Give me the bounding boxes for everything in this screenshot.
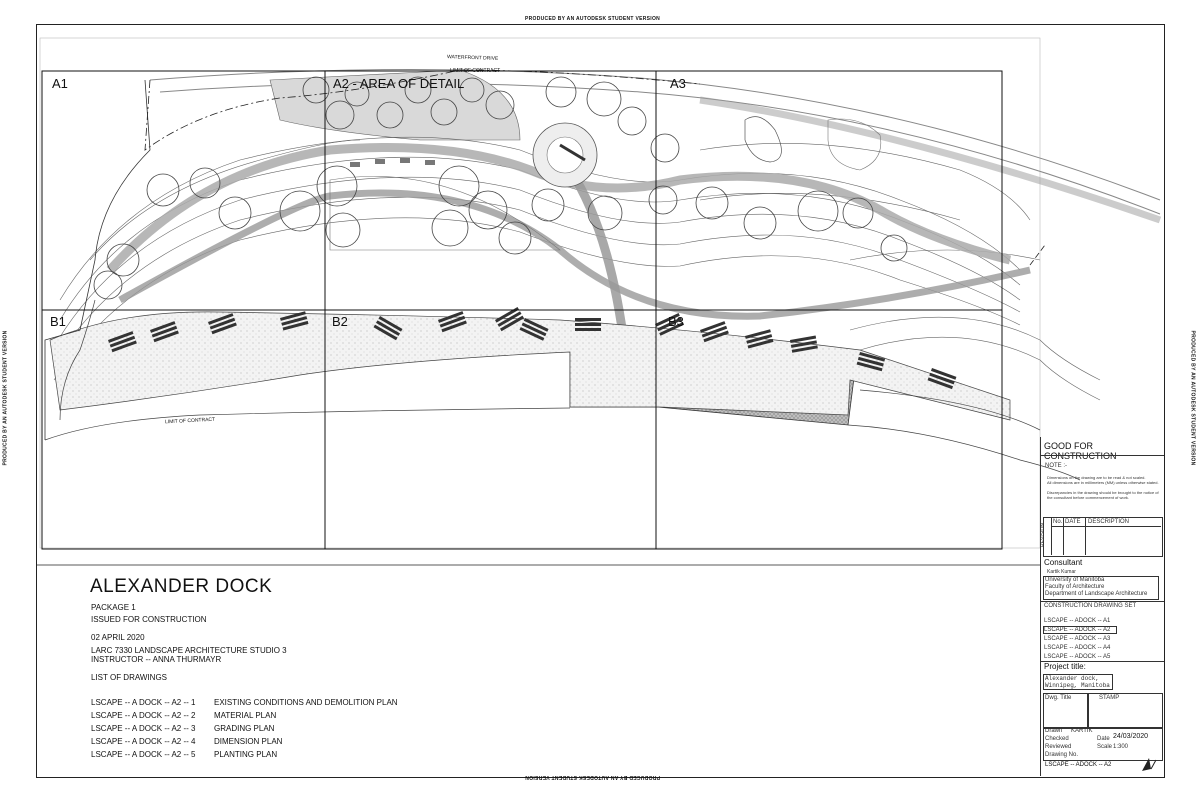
issued-label: ISSUED FOR CONSTRUCTION [91, 615, 207, 624]
waterfront-drive-label: WATERFRONT DRIVE [446, 54, 499, 62]
package-label: PACKAGE 1 [91, 603, 136, 612]
set-item: LSCAPE -- ADOCK -- A5 [1044, 654, 1111, 660]
instructor-label: INSTRUCTOR -- ANNA THURMAYR [91, 655, 222, 664]
stamp-right: PRODUCED BY AN AUTODESK STUDENT VERSION [1189, 330, 1196, 466]
consultant-name: Kartik Kumar [1047, 569, 1076, 575]
stamp-label: STAMP [1099, 695, 1120, 701]
consultant-heading: Consultant [1044, 558, 1083, 567]
consultant-org-2: Faculty of Architecture [1045, 584, 1105, 590]
drawing-no-value: LSCAPE -- ADOCK -- A2 [1045, 762, 1112, 768]
note-1: Dimensions on the drawing are to be read & not scaled. [1047, 475, 1146, 480]
stamp-left: PRODUCED BY AN AUTODESK STUDENT VERSION [2, 330, 9, 466]
list-of-drawings-heading: LIST OF DRAWINGS [91, 673, 168, 682]
studio-label: LARC 7330 LANDSCAPE ARCHITECTURE STUDIO 3 [91, 646, 287, 655]
zone-label-a2: A2 - AREA OF DETAIL [333, 76, 465, 91]
issue-date: 02 APRIL 2020 [91, 633, 145, 642]
set-item: LSCAPE -- ADOCK -- A3 [1044, 636, 1111, 642]
stamp-top: PRODUCED BY AN AUTODESK STUDENT VERSION [525, 16, 661, 22]
zone-label-a3: A3 [670, 76, 686, 91]
revision-label: REVISION [1039, 523, 1046, 547]
drawing-name: PLANTING PLAN [214, 750, 278, 759]
status-title: GOOD FOR CONSTRUCTION [1044, 441, 1117, 461]
drawing-set-heading: CONSTRUCTION DRAWING SET [1044, 603, 1137, 609]
set-item-current: LSCAPE -- ADOCK -- A2 [1044, 627, 1116, 633]
limit-of-contract-bottom: LIMIT OF CONTRACT [164, 416, 216, 426]
project-title-line-2: Winnipeg, Manitoba [1045, 682, 1110, 689]
stamp-bottom: PRODUCED BY AN AUTODESK STUDENT VERSION [525, 774, 661, 780]
drawn-label: Drawn [1045, 728, 1063, 734]
drawing-code: LSCAPE -- A DOCK -- A2 -- 2 [91, 711, 196, 720]
consultant-org-3: Department of Landscape Architecture [1045, 591, 1148, 597]
scale-label: Scale [1097, 744, 1113, 750]
drawing-name: DIMENSION PLAN [214, 737, 283, 746]
date-label: Date [1097, 736, 1110, 742]
zone-label-b1: B1 [50, 314, 66, 329]
title-block [1040, 437, 1164, 776]
drawing-name: GRADING PLAN [214, 724, 275, 733]
consultant-org-1: University of Manitoba [1045, 577, 1105, 583]
rev-desc-header: DESCRIPTION [1088, 519, 1130, 525]
drawing-code: LSCAPE -- A DOCK -- A2 -- 1 [91, 698, 196, 707]
zone-label-a1: A1 [52, 76, 68, 91]
drawing-name: EXISTING CONDITIONS AND DEMOLITION PLAN [214, 698, 398, 707]
drawing-no-label: Drawing No. [1045, 752, 1079, 758]
north-arrow-icon [1139, 754, 1159, 774]
limit-of-contract-top: LIMIT OF CONTRACT [450, 68, 501, 74]
note-2: All dimensions are in millimeters (MM) unless otherwise stated. [1047, 480, 1159, 485]
rev-date-header: DATE [1065, 519, 1081, 525]
rev-no-header: No. [1053, 519, 1063, 525]
drawing-code: LSCAPE -- A DOCK -- A2 -- 3 [91, 724, 196, 733]
zone-label-b3: B3 [668, 314, 684, 329]
reviewed-label: Reviewed [1045, 744, 1072, 750]
drawing-code: LSCAPE -- A DOCK -- A2 -- 4 [91, 737, 196, 746]
note-3: Discrepancies in the drawing should be brought to the notice of the consultant before commencement of work. [1047, 490, 1159, 500]
drawing-name: MATERIAL PLAN [214, 711, 277, 720]
project-title-heading: Project title: [1044, 662, 1086, 671]
project-title: ALEXANDER DOCK [90, 576, 273, 597]
drawn-value: KARTIK [1071, 728, 1093, 734]
dwg-title-label: Dwg. Title [1045, 695, 1072, 701]
project-title-line-1: Alexander dock, [1045, 675, 1100, 682]
scale-value: 1:300 [1113, 744, 1129, 750]
set-item: LSCAPE -- ADOCK -- A1 [1044, 618, 1111, 624]
note-heading: NOTE :- [1045, 463, 1067, 469]
date-value: 24/03/2020 [1113, 733, 1149, 740]
checked-label: Checked [1045, 736, 1069, 742]
drawing-code: LSCAPE -- A DOCK -- A2 -- 5 [91, 750, 196, 759]
zone-label-b2: B2 [332, 314, 348, 329]
set-item: LSCAPE -- ADOCK -- A4 [1044, 645, 1111, 651]
